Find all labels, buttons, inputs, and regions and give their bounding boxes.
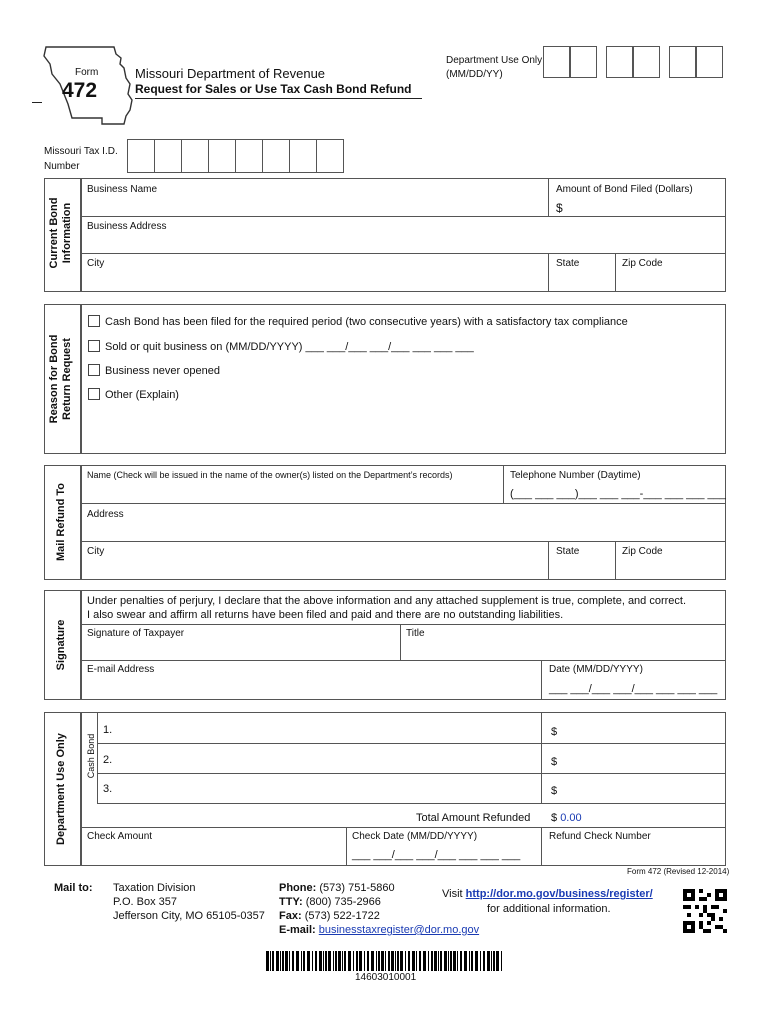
tax-id-digit-8[interactable] — [316, 139, 344, 173]
total-refunded-label: Total Amount Refunded — [416, 812, 531, 824]
email-field[interactable]: E-mail Address — [87, 664, 155, 675]
bond-row-3-amount[interactable]: $ — [551, 785, 558, 797]
reason-option-never-opened[interactable]: Business never opened — [88, 364, 220, 377]
form-label: Form — [75, 67, 99, 78]
dept-use-date-box-6[interactable] — [696, 46, 723, 78]
tax-id-digit-3[interactable] — [181, 139, 209, 173]
checkbox[interactable] — [88, 340, 100, 352]
check-amount-field[interactable]: Check Amount — [87, 831, 153, 842]
contact-tty: TTY: (800) 735-2966 — [279, 896, 381, 908]
dept-use-date-box-5[interactable] — [669, 46, 696, 78]
refund-state-field[interactable]: State — [556, 546, 580, 557]
bond-row-3-number: 3. — [103, 783, 113, 795]
tax-id-label: Missouri Tax I.D. — [44, 146, 118, 157]
form-revision: Form 472 (Revised 12-2014) — [627, 867, 730, 876]
dept-use-date-format: (MM/DD/YY) — [446, 69, 503, 80]
barcode-icon — [266, 951, 504, 971]
tax-id-digit-7[interactable] — [289, 139, 317, 173]
dept-use-date-box-3[interactable] — [606, 46, 633, 78]
mail-refund-section-title: Mail Refund To — [55, 483, 67, 562]
page-title: Request for Sales or Use Tax Cash Bond Refund — [135, 82, 412, 96]
phone-label: Telephone Number (Daytime) — [510, 470, 641, 481]
bond-row-1-number: 1. — [103, 724, 113, 736]
tax-id-digit-4[interactable] — [208, 139, 236, 173]
business-zip-field[interactable]: Zip Code — [622, 258, 663, 269]
contact-phone: Phone: (573) 751-5860 — [279, 882, 395, 894]
tax-id-digit-6[interactable] — [262, 139, 290, 173]
dept-only-grid — [81, 712, 726, 866]
signature-date-label: Date (MM/DD/YYYY) — [549, 664, 643, 675]
tax-id-digit-2[interactable] — [154, 139, 182, 173]
mail-address-line-1: Taxation Division — [113, 882, 196, 894]
total-refunded-value[interactable]: $ 0.00 — [551, 812, 582, 824]
tax-id-label-number: Number — [44, 161, 80, 172]
taxpayer-signature-field[interactable]: Signature of Taxpayer — [87, 628, 185, 639]
dept-only-section-title: Department Use Only — [55, 733, 67, 845]
check-date-field[interactable]: ___ ___/___ ___/___ ___ ___ ___ — [352, 849, 521, 861]
current-bond-section-title: Current Bond Information — [48, 197, 73, 269]
refund-address-field[interactable]: Address — [87, 509, 124, 520]
refund-name-field[interactable]: Name (Check will be issued in the name of the owner(s) listed on the Department’s records) — [87, 470, 453, 480]
mail-refund-grid — [81, 465, 726, 580]
checkbox[interactable] — [88, 315, 100, 327]
bond-row-2-number: 2. — [103, 754, 113, 766]
business-state-field[interactable]: State — [556, 258, 580, 269]
business-city-field[interactable]: City — [87, 258, 105, 269]
check-date-label: Check Date (MM/DD/YYYY) — [352, 831, 478, 842]
declaration-line-2: I also swear and affirm all returns have been filed and paid and there are no outstanding liabilities. — [87, 609, 564, 621]
signature-section-title: Signature — [55, 619, 67, 671]
contact-fax: Fax: (573) 522-1722 — [279, 910, 380, 922]
form-number: 472 — [62, 79, 98, 102]
agency-name: Missouri Department of Revenue — [135, 66, 326, 81]
business-name-field[interactable]: Business Name — [87, 184, 158, 195]
current-bond-grid — [81, 178, 726, 292]
qr-code-icon — [683, 889, 727, 933]
reason-option-sold-business[interactable]: Sold or quit business on (MM/DD/YYYY) ___ ___/___ ___/___ ___ ___ ___ — [88, 340, 474, 353]
contact-email: E-mail: businesstaxregister@dor.mo.gov — [279, 924, 480, 936]
refund-zip-field[interactable]: Zip Code — [622, 546, 663, 557]
phone-field[interactable]: (___ ___ ___)___ ___ ___-___ ___ ___ ___ — [510, 488, 726, 500]
mail-address-line-2: P.O. Box 357 — [113, 896, 178, 908]
signature-date-field[interactable]: ___ ___/___ ___/___ ___ ___ ___ — [549, 683, 718, 695]
bond-amount-field[interactable]: $ — [556, 201, 563, 215]
dept-use-date-box-1[interactable] — [543, 46, 570, 78]
reason-option-other[interactable]: Other (Explain) — [88, 388, 179, 401]
dept-use-date-box-4[interactable] — [633, 46, 660, 78]
cash-bond-label: Cash Bond — [86, 733, 96, 779]
refund-city-field[interactable]: City — [87, 546, 105, 557]
reason-section-title: Reason for Bond Return Request — [48, 334, 73, 424]
website-link[interactable]: http://dor.mo.gov/business/register/ — [465, 888, 653, 900]
mail-to-label: Mail to: — [54, 882, 93, 894]
dept-use-heading: Department Use Only — [446, 55, 543, 66]
visit-line: Visit http://dor.mo.gov/business/register/ — [442, 888, 653, 900]
checkbox[interactable] — [88, 388, 100, 400]
business-address-field[interactable]: Business Address — [87, 221, 167, 232]
tax-id-digit-5[interactable] — [235, 139, 263, 173]
mail-address-line-3: Jefferson City, MO 65105-0357 — [113, 910, 265, 922]
barcode-number: 14603010001 — [355, 972, 417, 983]
refund-check-number-field[interactable]: Refund Check Number — [549, 831, 651, 842]
reason-option-bond-period[interactable]: Cash Bond has been filed for the required period (two consecutive years) with a satisfactory tax compliance — [88, 315, 628, 328]
additional-info: for additional information. — [487, 903, 611, 915]
checkbox[interactable] — [88, 364, 100, 376]
bond-row-1-amount[interactable]: $ — [551, 726, 558, 738]
taxpayer-title-field[interactable]: Title — [406, 628, 425, 639]
dept-use-date-box-2[interactable] — [570, 46, 597, 78]
declaration-line-1: Under penalties of perjury, I declare that the above information and any attached supplement is true, complete, and correct. — [87, 595, 687, 607]
email-link[interactable]: businesstaxregister@dor.mo.gov — [318, 924, 480, 936]
bond-amount-label: Amount of Bond Filed (Dollars) — [556, 184, 693, 195]
tax-id-digit-1[interactable] — [127, 139, 155, 173]
bond-row-2-amount[interactable]: $ — [551, 756, 558, 768]
